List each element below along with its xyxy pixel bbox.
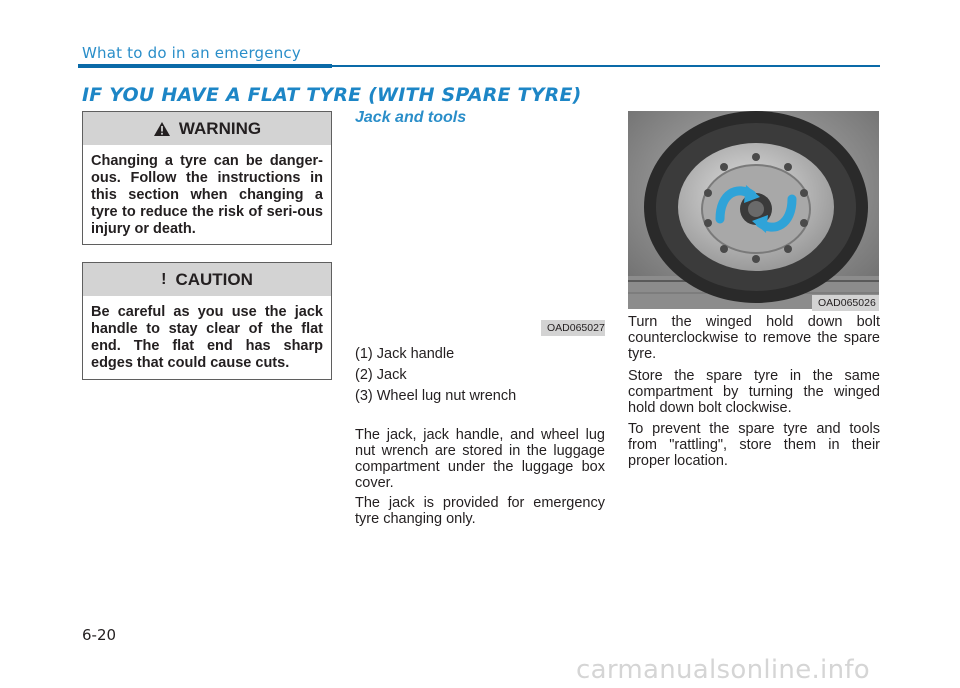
page-number: 6-20: [82, 626, 117, 644]
body-paragraph: The jack is provided for emergency tyre changing only.: [355, 495, 605, 527]
caution-text: Be careful as you use the jack handle to stay clear of the flat end. The flat end has sharp edges that could cause cuts.: [91, 304, 323, 371]
caution-icon: !: [161, 270, 168, 288]
body-paragraph: Turn the winged hold down bolt counterclockwise to remove the spare tyre.: [628, 314, 880, 362]
section-header: What to do in an emergency: [82, 44, 301, 62]
body-paragraph: The jack, jack handle, and wheel lug nut wrench are stored in the luggage compartment under the luggage box cover.: [355, 427, 605, 491]
body-paragraph: To prevent the spare tyre and tools from "rattling", store them in their proper location.: [628, 421, 880, 469]
warning-header: [83, 112, 331, 145]
warning-label: WARNING: [178, 118, 262, 138]
warning-triangle-icon: [153, 121, 171, 137]
watermark: carmanualsonline.info: [576, 655, 871, 685]
page-title: IF YOU HAVE A FLAT TYRE (WITH SPARE TYRE): [82, 84, 582, 106]
body-paragraph: Store the spare tyre in the same compartment by turning the winged hold down bolt clockwise.: [628, 368, 880, 416]
image-code-label: OAD065026: [812, 295, 879, 311]
image-code-label: OAD065027: [541, 320, 605, 336]
tool-list: [355, 344, 516, 407]
jack-tools-heading: Jack and tools: [355, 109, 467, 126]
caution-box: [82, 262, 332, 380]
caution-header: [83, 263, 331, 296]
spare-tyre-illustration: [628, 111, 879, 309]
warning-box: [82, 111, 332, 245]
list-item: (3) Wheel lug nut wrench: [355, 388, 517, 404]
warning-text: Changing a tyre can be danger-ous. Follow the instructions in this section when changing a tyre to reduce the risk of seri-ous injury or death.: [91, 153, 323, 237]
header-rule-thin: [332, 65, 880, 67]
list-item: (2) Jack: [355, 367, 407, 383]
header-rule-thick: [78, 64, 332, 68]
spare-tyre-photo: [628, 111, 879, 309]
list-item: (1) Jack handle: [355, 346, 455, 362]
caution-label: CAUTION: [175, 269, 253, 289]
